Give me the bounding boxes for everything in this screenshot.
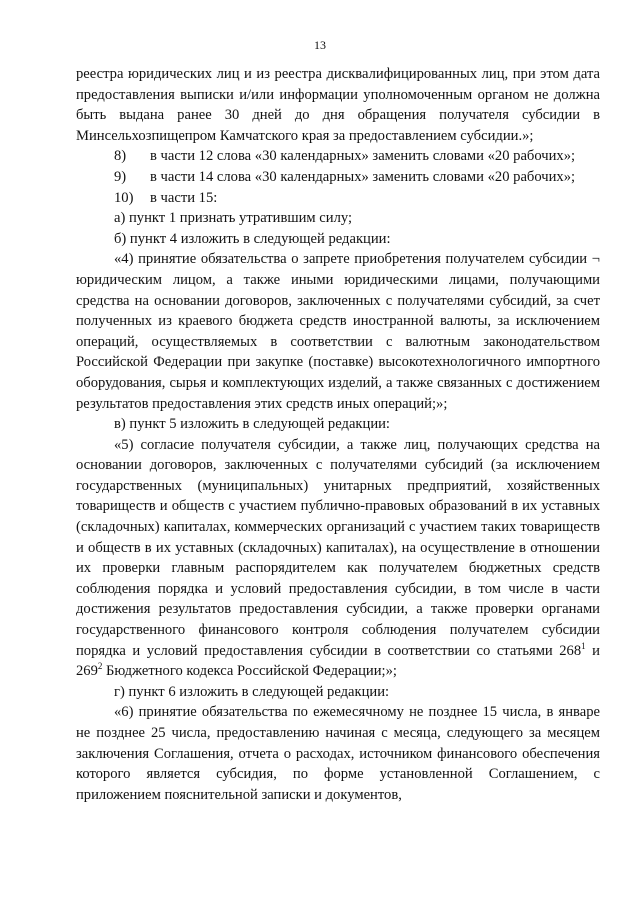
list-item-text: в части 12 слова «30 календарных» заменить словами «20 рабочих»; [150, 148, 576, 165]
list-item-text: в части 14 слова «30 календарных» заменить словами «20 рабочих»; [150, 168, 576, 185]
page-number: 13 [314, 38, 326, 52]
quote-point-5-conj: и 269 [76, 642, 600, 680]
paragraph-continuation: реестра юридических лиц и из реестра дисквалифицированных лиц, при этом дата предоставления выписки и/или информации уполномоченным органом не должна быть выдана ранее 30 дней до дня обращения получателя субсидии в Минсельхозпищепром Камчатского края за предоставлением субсидии.»; [76, 66, 600, 144]
list-item-number: 8) [114, 148, 127, 165]
document-body [76, 64, 600, 805]
quote-point-4: «4) принятие обязательства о запрете приобретения получателем субсидии ¬ юридическим лицом, а также иными юридическими лицами, получающими средства на основании договоров, заключенных с получателями субсидий, за счет полученных из краевого бюджета средств иностранной валюты, за исключением операций, осуществляемых в соответствии с валютным законодательством Российской Федерации при закупке (поставке) высокотехнологичного импортного оборудования, сырья и комплектующих изделий, а также связанных с достижением результатов предоставления этих средств иных операций;»; [76, 251, 600, 412]
quote-point-5-text: «5) согласие получателя субсидии, а также лиц, получающих средства на основании договоров, заключенных с получателями субсидий (за исключением государственных (муниципальных) унитарных предприятий, хозяйственных товариществ и обществ с участием публично-правовых образований в их уставных (складочных) капиталах, коммерческих организаций с участием таких товариществ и обществ в их уставных (складочных) капиталах), на осуществление в отношении их проверки главным распорядителем как получателем бюджетных средств соблюдения порядка и условий предоставления субсидии, в том числе в части достижения результатов предоставления субсидии, а также проверки органами государственного финансового контроля соблюдения получателем субсидии порядка и условий предоставления субсидии в соответствии со статьями 268 [76, 436, 600, 659]
superscript: 2 [97, 661, 103, 672]
quote-point-6: «6) принятие обязательства по ежемесячному не позднее 15 числа, в январе не позднее 25 числа, предоставлению начиная с месяца, следующего за месяцем заключения Соглашения, отчета о расходах, источником финансового обеспечения которого является субсидия, по форме установленной Соглашением, с приложением пояснительной записки и документов, [76, 704, 600, 803]
subitem-a: а) пункт 1 признать утратившим силу; [114, 210, 353, 227]
subitem-g: г) пункт 6 изложить в следующей редакции: [114, 683, 390, 700]
quote-point-5 [76, 435, 600, 682]
list-item-8 [76, 146, 600, 167]
list-item-number: 10) [114, 189, 134, 206]
subitem-v: в) пункт 5 изложить в следующей редакции: [114, 416, 390, 433]
list-item-number: 9) [114, 168, 127, 185]
list-item-10 [76, 188, 600, 209]
superscript: 1 [581, 640, 586, 651]
quote-point-5-end: Бюджетного кодекса Российской Федерации;»; [102, 663, 397, 680]
list-item-text: в части 15: [150, 189, 218, 206]
list-item-9 [76, 167, 600, 188]
subitem-b: б) пункт 4 изложить в следующей редакции: [114, 230, 391, 247]
